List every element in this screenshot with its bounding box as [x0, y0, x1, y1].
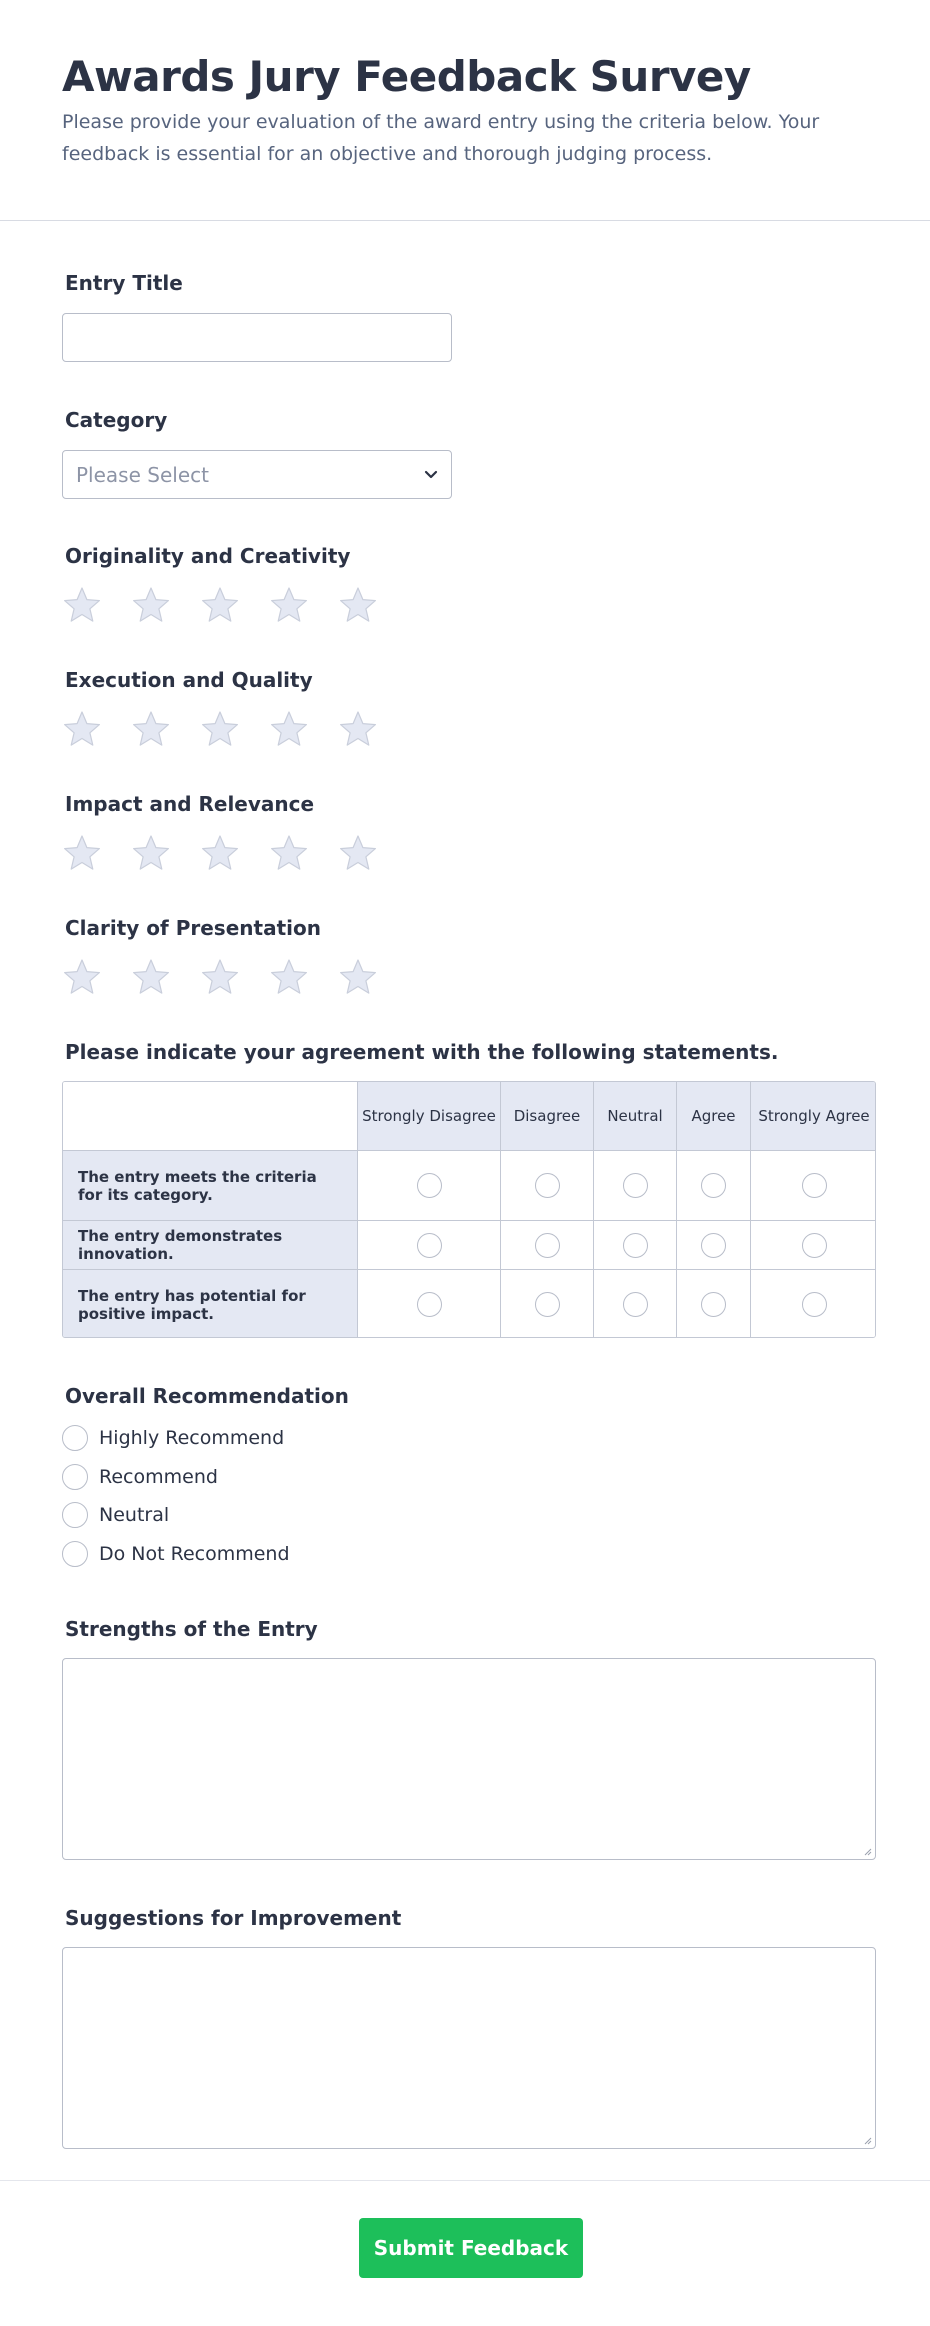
rating-label-execution: Execution and Quality [65, 668, 313, 692]
matrix-corner-cell [63, 1082, 358, 1151]
page-description: Please provide your evaluation of the award entry using the criteria below. Your feedback is essential for an objective and thorough judging process. [62, 111, 820, 165]
matrix-cell [751, 1151, 876, 1221]
star-icon[interactable] [62, 833, 102, 873]
matrix-row-label: The entry demonstrates innovation. [63, 1221, 358, 1270]
matrix-column-header: Strongly Agree [751, 1082, 876, 1151]
strengths-textarea[interactable] [62, 1658, 876, 1860]
matrix-radio[interactable] [417, 1292, 442, 1317]
star-icon[interactable] [131, 957, 171, 997]
star-icon[interactable] [269, 709, 309, 749]
radio-option-label: Highly Recommend [99, 1427, 285, 1449]
radio-option-label: Do Not Recommend [99, 1543, 290, 1565]
matrix-cell [501, 1270, 594, 1338]
star-icon[interactable] [131, 709, 171, 749]
entry-title-input[interactable] [62, 313, 452, 362]
matrix-column-header: Agree [677, 1082, 751, 1151]
star-rating-impact[interactable] [62, 833, 422, 873]
star-icon[interactable] [269, 585, 309, 625]
star-rating-clarity[interactable] [62, 957, 422, 997]
matrix-radio[interactable] [623, 1233, 648, 1258]
star-icon[interactable] [200, 709, 240, 749]
star-icon[interactable] [269, 957, 309, 997]
matrix-column-header: Disagree [501, 1082, 594, 1151]
matrix-cell [594, 1221, 677, 1270]
matrix-cell [358, 1270, 501, 1338]
matrix-cell [594, 1270, 677, 1338]
star-icon[interactable] [200, 833, 240, 873]
star-icon[interactable] [269, 833, 309, 873]
star-icon[interactable] [62, 709, 102, 749]
entry-title-label: Entry Title [65, 271, 183, 295]
form-header [0, 0, 930, 221]
matrix-row-label: The entry meets the criteria for its category. [63, 1151, 358, 1221]
matrix-cell [751, 1270, 876, 1338]
matrix-radio[interactable] [802, 1233, 827, 1258]
footer-divider [0, 2180, 930, 2181]
matrix-radio[interactable] [417, 1173, 442, 1198]
radio-button[interactable] [62, 1502, 88, 1528]
star-rating-originality[interactable] [62, 585, 422, 625]
page-title: Awards Jury Feedback Survey [62, 52, 751, 101]
rating-label-originality: Originality and Creativity [65, 544, 351, 568]
matrix-radio[interactable] [623, 1292, 648, 1317]
radio-button[interactable] [62, 1464, 88, 1490]
radio-option-label: Neutral [99, 1504, 170, 1526]
star-icon[interactable] [200, 957, 240, 997]
star-icon[interactable] [200, 585, 240, 625]
matrix-cell [677, 1151, 751, 1221]
matrix-cell [751, 1221, 876, 1270]
matrix-radio[interactable] [417, 1233, 442, 1258]
strengths-label: Strengths of the Entry [65, 1617, 318, 1641]
matrix-column-header: Strongly Disagree [358, 1082, 501, 1151]
category-placeholder: Please Select [76, 463, 209, 487]
star-icon[interactable] [338, 833, 378, 873]
matrix-radio[interactable] [535, 1292, 560, 1317]
star-icon[interactable] [131, 833, 171, 873]
matrix-radio[interactable] [701, 1173, 726, 1198]
matrix-cell [501, 1221, 594, 1270]
matrix-cell [677, 1270, 751, 1338]
star-icon[interactable] [131, 585, 171, 625]
matrix-radio[interactable] [535, 1233, 560, 1258]
radio-button[interactable] [62, 1541, 88, 1567]
matrix-radio[interactable] [623, 1173, 648, 1198]
matrix-cell [677, 1221, 751, 1270]
matrix-column-header: Neutral [594, 1082, 677, 1151]
star-icon[interactable] [338, 585, 378, 625]
star-icon[interactable] [338, 957, 378, 997]
rating-label-clarity: Clarity of Presentation [65, 916, 321, 940]
star-rating-execution[interactable] [62, 709, 422, 749]
star-icon[interactable] [62, 585, 102, 625]
resize-grip-icon[interactable] [862, 2135, 872, 2145]
matrix-cell [594, 1151, 677, 1221]
star-icon[interactable] [62, 957, 102, 997]
agreement-matrix [62, 1081, 876, 1338]
suggestions-textarea[interactable] [62, 1947, 876, 2149]
radio-option-label: Recommend [99, 1466, 218, 1488]
matrix-radio[interactable] [535, 1173, 560, 1198]
suggestions-label: Suggestions for Improvement [65, 1906, 402, 1930]
matrix-radio[interactable] [701, 1233, 726, 1258]
matrix-cell [358, 1221, 501, 1270]
chevron-down-icon [421, 464, 441, 484]
matrix-radio[interactable] [802, 1173, 827, 1198]
category-select[interactable] [62, 450, 452, 499]
matrix-cell [358, 1151, 501, 1221]
category-label: Category [65, 408, 168, 432]
radio-button[interactable] [62, 1425, 88, 1451]
matrix-row-label: The entry has potential for positive impact. [63, 1270, 358, 1338]
matrix-radio[interactable] [802, 1292, 827, 1317]
recommendation-label: Overall Recommendation [65, 1384, 349, 1408]
star-icon[interactable] [338, 709, 378, 749]
rating-label-impact: Impact and Relevance [65, 792, 315, 816]
matrix-cell [501, 1151, 594, 1221]
submit-button[interactable]: Submit Feedback [359, 2218, 583, 2278]
resize-grip-icon[interactable] [862, 1846, 872, 1856]
matrix-radio[interactable] [701, 1292, 726, 1317]
matrix-label: Please indicate your agreement with the following statements. [65, 1040, 779, 1064]
